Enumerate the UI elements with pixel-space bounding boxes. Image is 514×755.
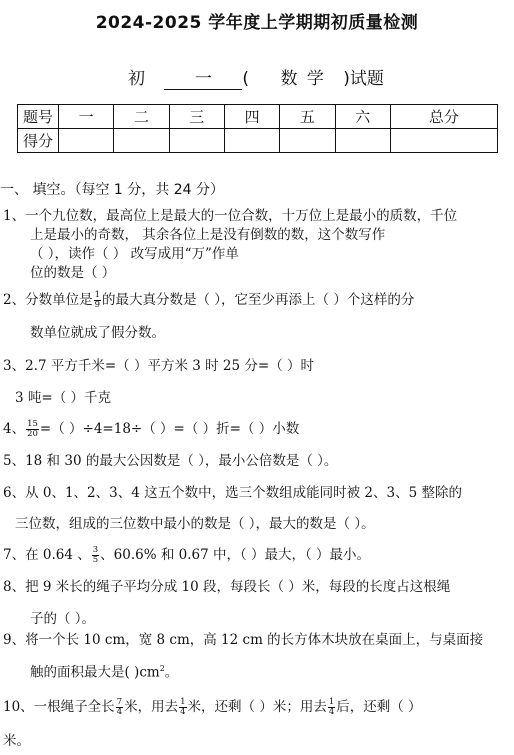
q3-line2: 3 吨=（ ）千克: [15, 390, 111, 406]
q7-text-b: 、60.6% 和 0.67 中，（ ）最大，（ ）最小。: [100, 547, 371, 563]
score-header-row: [18, 105, 498, 129]
score-cell[interactable]: [169, 129, 224, 153]
score-cell[interactable]: [224, 129, 279, 153]
q10-line1: [3, 698, 422, 717]
score-header-cell: 五: [280, 105, 335, 129]
q5-line: 5、18 和 30 的最大公因数是（ ），最小公倍数是（ ）。: [3, 453, 338, 469]
q10-text-b: 米，用去: [124, 699, 179, 715]
score-value-row: [18, 129, 498, 153]
grade-blank: [164, 64, 242, 90]
score-header-cell: 总分: [390, 105, 497, 129]
fraction-numerator: 7: [116, 697, 123, 707]
q4-text-a: 4、: [3, 421, 26, 437]
q4-text-b: =（ ）÷4=18÷（ ）=（ ）折=（ ）小数: [39, 421, 300, 437]
q2-line1: [3, 291, 414, 310]
fraction-denominator: 4: [328, 707, 335, 717]
fraction-denominator: 4: [180, 707, 186, 717]
q9-line2: [30, 659, 178, 683]
exam-subtitle: [128, 64, 384, 90]
q10-text-a: 10、一根绳子全长: [3, 699, 115, 715]
q2-text-b: 的最大真分数是（ ），它至少再添上（ ）个这样的分: [102, 292, 415, 308]
q6-line2: 三位数，组成的三位数中最小的数是（ ），最大的数是（ ）。: [15, 516, 375, 532]
q1-line3: （ ），读作（ ） 改写成用“万”作单: [30, 246, 239, 262]
subject-name: 数 学: [280, 69, 326, 89]
q7-line: [3, 546, 370, 565]
score-header-cell: 二: [114, 105, 169, 129]
q1-line4: 位的数是（ ）: [30, 265, 116, 281]
fraction: [26, 420, 39, 439]
subtitle-suffix: )试题: [343, 69, 384, 89]
score-cell[interactable]: [114, 129, 169, 153]
q9-line1: 9、将一个长 10 cm，宽 8 cm，高 12 cm 的长方体木块放在桌面上，与桌面接: [3, 632, 484, 648]
q9-text-b: 。: [164, 664, 179, 681]
section-heading: 一、 填空。（每空 1 分，共 24 分）: [0, 182, 224, 198]
q10-line2: 米。: [3, 733, 30, 749]
score-header-cell: 六: [335, 105, 390, 129]
subtitle-prefix: 初: [128, 69, 145, 89]
score-header-cell: 题号: [18, 105, 59, 129]
subtitle-open-paren: (: [242, 69, 250, 89]
fraction-numerator: 3: [92, 545, 99, 555]
q10-text-c: 米，还剩（ ）米；用去: [187, 699, 327, 715]
fraction-denominator: 5: [92, 555, 99, 565]
q4-line: [3, 420, 299, 439]
fraction-denominator: 20: [27, 429, 38, 439]
q1-line2: 上是最小的奇数， 其余各位上是没有倒数的数，这个数写作: [30, 227, 386, 243]
score-header-cell: 四: [224, 105, 279, 129]
fraction: [328, 698, 335, 717]
fraction: [116, 698, 123, 717]
score-cell[interactable]: [390, 129, 497, 153]
q2-line2: 数单位就成了假分数。: [30, 325, 165, 341]
q9-text-a: 触的面积最大是( )cm: [30, 664, 160, 681]
q3-line1: 3、2.7 平方千米=（ ）平方米 3 时 25 分=（ ）时: [3, 358, 314, 374]
superscript: 2: [159, 664, 165, 673]
score-cell[interactable]: [59, 129, 114, 153]
score-cell[interactable]: [280, 129, 335, 153]
fraction: [179, 698, 186, 717]
score-row-label: 得分: [18, 129, 59, 153]
exam-title: 2024-2025 学年度上学期期初质量检测: [95, 13, 419, 33]
fraction-numerator: 15: [27, 419, 38, 429]
fraction-numerator: 1: [328, 697, 335, 707]
q1-line1: 1、一个九位数，最高位上是最大的一位合数，十万位上是最小的质数，千位: [3, 208, 458, 224]
grade-value: 一: [194, 69, 212, 89]
score-table: [17, 104, 498, 153]
fraction-denominator: 9: [94, 300, 101, 310]
fraction-denominator: 4: [116, 707, 123, 717]
q10-text-d: 后，还剩（ ）: [336, 699, 422, 715]
score-cell[interactable]: [335, 129, 390, 153]
score-header-cell: 一: [59, 105, 114, 129]
score-header-cell: 三: [169, 105, 224, 129]
fraction-numerator: 1: [180, 697, 186, 707]
q8-line2: 子的（ ）。: [30, 611, 96, 627]
q8-line1: 8、把 9 米长的绳子平均分成 10 段，每段长（ ）米，每段的长度占这根绳: [3, 579, 451, 595]
q7-text-a: 7、在 0.64 、: [3, 547, 91, 563]
fraction: [94, 291, 101, 310]
q2-text-a: 2、分数单位是: [3, 292, 93, 308]
fraction: [92, 546, 99, 565]
fraction-numerator: 1: [94, 290, 101, 300]
q6-line1: 6、从 0、1、2、3、4 这五个数中，选三个数组成能同时被 2、3、5 整除的: [3, 485, 462, 501]
